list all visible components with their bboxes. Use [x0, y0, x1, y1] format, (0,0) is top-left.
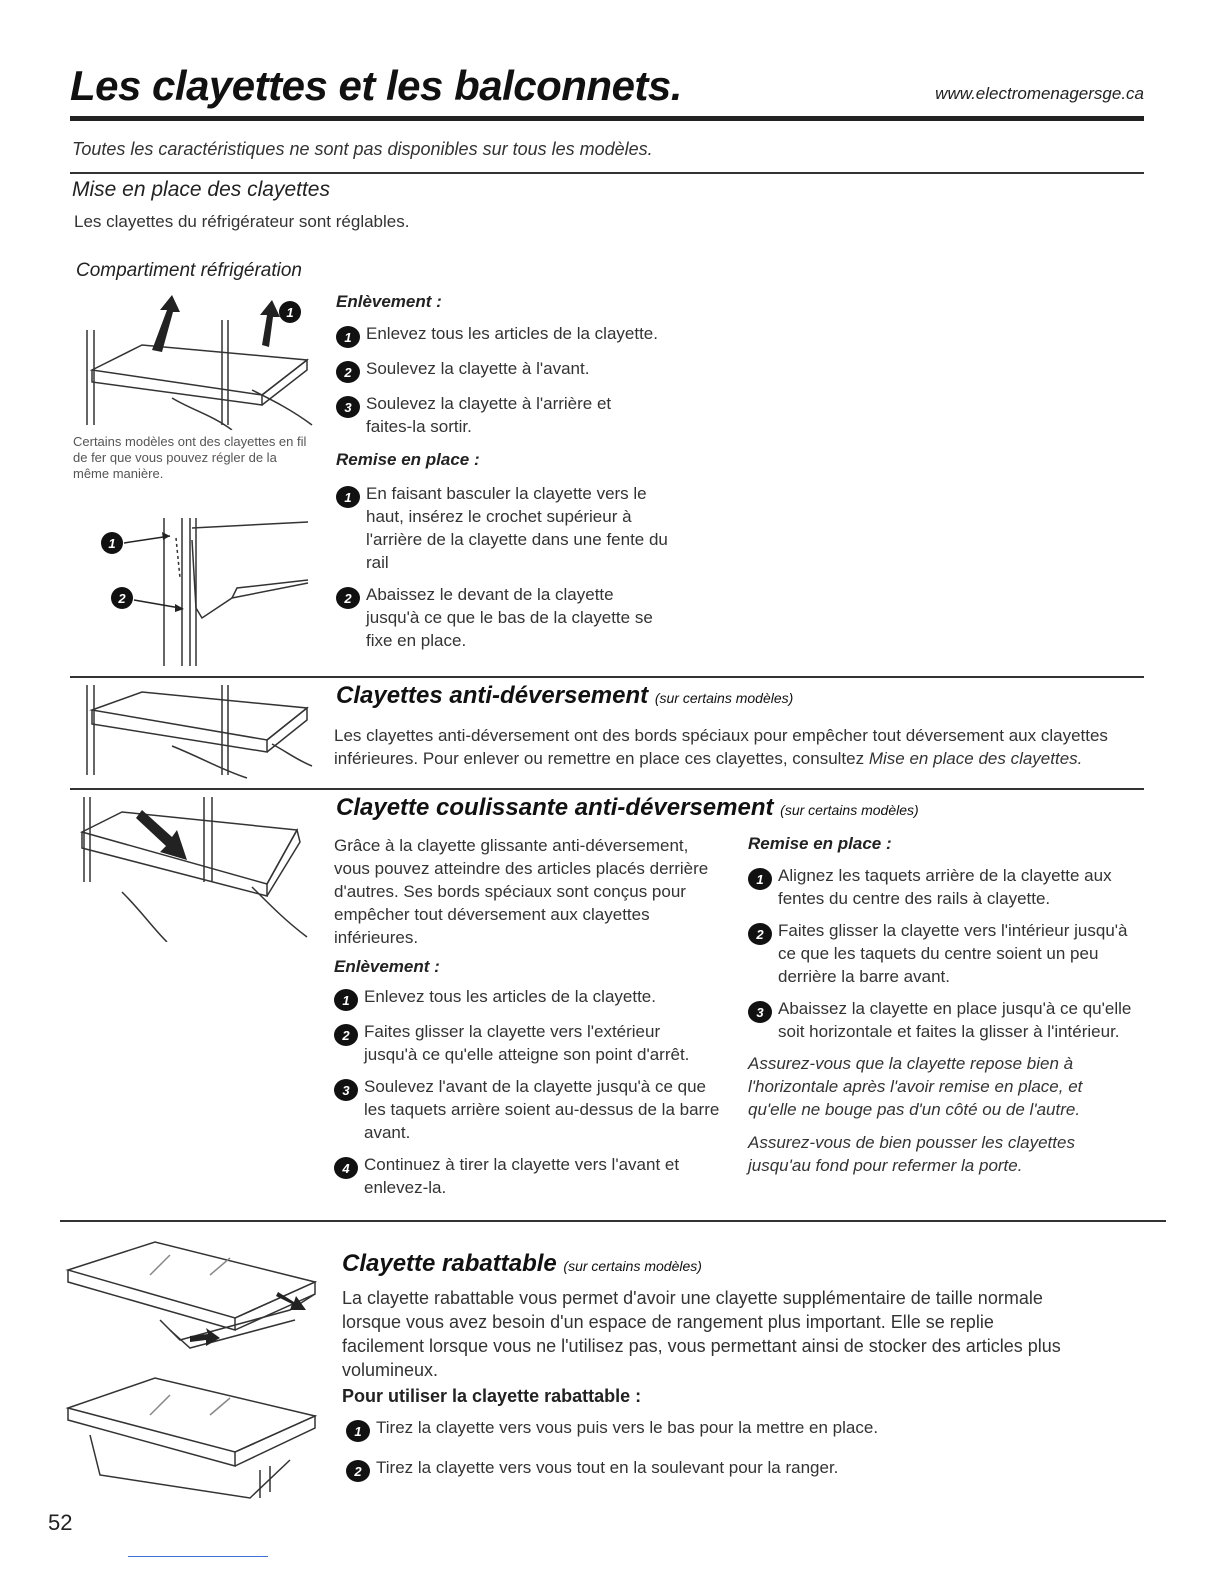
step-text: Alignez les taquets arrière de la clayette aux fentes du centre des rails à clayette.: [778, 866, 1112, 908]
qualifier: (sur certains modèles): [780, 802, 919, 818]
step-text: Soulevez la clayette à l'arrière et faites-la sortir.: [366, 394, 612, 436]
step-text: En faisant basculer la clayette vers le haut, insérez le crochet supérieur à l'arrière de la clayette dans une fente du rail: [366, 484, 668, 572]
removal-title: Enlèvement :: [336, 292, 442, 311]
step-number: 1: [346, 1420, 370, 1442]
spillproof-title: Clayettes anti-déversement: [336, 682, 649, 709]
foldaway-shelf-illustration: [60, 1230, 330, 1500]
step-number: 2: [336, 587, 360, 609]
spillproof-body: Les clayettes anti-déversement ont des bords spéciaux pour empêcher tout déversement aux clayettes inférieures. Pour enlever ou remettre en place ces clayettes, consultez: [334, 726, 1108, 768]
page-number: 52: [48, 1510, 73, 1535]
footer-link-line: [128, 1556, 268, 1557]
step-number: 3: [748, 1001, 772, 1023]
sliding-right-column: [748, 834, 1138, 1177]
illus-label: 2: [118, 591, 126, 606]
list-item: [334, 1153, 704, 1199]
step-text: Faites glisser la clayette vers l'intérieur jusqu'à ce que les taquets du centre soient un peu derrière la barre avant.: [778, 921, 1128, 986]
shelf-hook-illustration: [72, 488, 322, 668]
step-number: 2: [748, 923, 772, 945]
sliding-left-column: [334, 834, 734, 1208]
step-text: Soulevez l'avant de la clayette jusqu'à ce que les taquets arrière soient au-dessus de la barre avant.: [364, 1077, 720, 1142]
sliding-intro: Grâce à la clayette glissante anti-déversement, vous pouvez atteindre des articles placés derrière d'autres. Ses bords spéciaux sont conçus pour empêcher tout déversement aux clayettes inférieures.: [334, 836, 709, 947]
step-text: Abaissez le devant de la clayette jusqu'à ce que le bas de la clayette se fixe en place.: [366, 585, 653, 650]
list-item: [346, 1416, 1046, 1442]
step-number: 2: [334, 1024, 358, 1046]
step-text: Tirez la clayette vers vous tout en la soulevant pour la ranger.: [376, 1458, 839, 1477]
illus-label: 1: [286, 305, 294, 320]
website-url[interactable]: www.electromenagersge.ca: [935, 84, 1144, 103]
step-number: 3: [336, 396, 360, 418]
step-text: Enlevez tous les articles de la clayette.: [364, 987, 656, 1006]
list-item: [346, 1456, 1046, 1482]
divider: [70, 788, 1144, 790]
list-item: [336, 357, 696, 383]
sliding-replace-title: Remise en place :: [748, 834, 892, 853]
step-number: 3: [334, 1079, 358, 1101]
step-number: 2: [336, 361, 360, 383]
step-number: 1: [334, 989, 358, 1011]
step-number: 1: [336, 486, 360, 508]
illus-label: 1: [108, 536, 116, 551]
sliding-title: Clayette coulissante anti-déversement: [336, 794, 774, 821]
list-item: [336, 583, 656, 652]
placement-steps: [336, 292, 696, 661]
shelf-removal-illustration: [72, 290, 322, 430]
foldaway-use-title: Pour utiliser la clayette rabattable :: [342, 1386, 642, 1406]
sliding-removal-title: Enlèvement :: [334, 957, 440, 976]
sliding-note-level: Assurez-vous que la clayette repose bien à l'horizontale après l'avoir remise en place, et qu'elle ne bouge pas d'un côté ou de l'autre.: [748, 1054, 1083, 1119]
title-rule: [70, 116, 1144, 121]
sliding-shelf-illustration: [72, 792, 322, 942]
step-number: 1: [748, 868, 772, 890]
divider: [70, 172, 1144, 174]
step-text: Enlevez tous les articles de la clayette.: [366, 324, 658, 343]
step-number: 1: [336, 326, 360, 348]
wire-shelf-caption: Certains modèles ont des clayettes en fil de fer que vous pouvez régler de la même manière.: [73, 434, 307, 481]
sliding-note-push: Assurez-vous de bien pousser les clayettes jusqu'au fond pour refermer la porte.: [748, 1133, 1075, 1175]
step-text: Abaissez la clayette en place jusqu'à ce qu'elle soit horizontale et faites la glisser à l'intérieur.: [778, 999, 1132, 1041]
qualifier: (sur certains modèles): [563, 1258, 702, 1274]
list-item: [334, 985, 734, 1011]
step-text: Faites glisser la clayette vers l'extérieur jusqu'à ce qu'elle atteigne son point d'arrêt.: [364, 1022, 690, 1064]
section-title-placement: Mise en place des clayettes: [72, 178, 330, 201]
divider: [70, 676, 1144, 678]
page-title: Les clayettes et les balconnets.: [70, 62, 682, 109]
list-item: [334, 1075, 726, 1144]
list-item: [336, 482, 676, 574]
foldaway-text: La clayette rabattable vous permet d'avoir une clayette supplémentaire de taille normale lorsque vous avez besoin d'un espace de rangement plus important. Elle se replie facilement lorsque vous ne l'utilisez pas, vous permettant ainsi de stocker des articles plus volumineux.: [342, 1288, 1061, 1380]
placement-intro: Les clayettes du réfrigérateur sont réglables.: [74, 212, 410, 231]
list-item: [748, 919, 1138, 988]
spillproof-ref: Mise en place des clayettes.: [868, 749, 1083, 768]
step-number: 4: [334, 1157, 358, 1179]
section-title-sliding: [336, 794, 919, 822]
spillproof-text: [334, 724, 1154, 770]
list-item: [334, 1020, 704, 1066]
spillproof-shelf-illustration: [72, 680, 322, 780]
qualifier: (sur certains modèles): [654, 690, 794, 706]
foldaway-title: Clayette rabattable: [342, 1250, 557, 1277]
step-text: Tirez la clayette vers vous puis vers le bas pour la mettre en place.: [376, 1418, 879, 1437]
list-item: [336, 322, 696, 348]
step-text: Soulevez la clayette à l'avant.: [366, 359, 590, 378]
step-text: Continuez à tirer la clayette vers l'avant et enlevez-la.: [364, 1155, 680, 1197]
replace-title: Remise en place :: [336, 450, 480, 469]
list-item: [748, 864, 1138, 910]
compartment-title: Compartiment réfrigération: [76, 260, 302, 281]
section-title-spillproof: [336, 682, 793, 710]
step-number: 2: [346, 1460, 370, 1482]
divider: [60, 1220, 1166, 1222]
list-item: [336, 392, 636, 438]
list-item: [748, 997, 1138, 1043]
availability-note: Toutes les caractéristiques ne sont pas disponibles sur tous les modèles.: [72, 139, 653, 159]
foldaway-steps: [346, 1416, 1046, 1491]
section-title-foldaway: [342, 1250, 702, 1278]
